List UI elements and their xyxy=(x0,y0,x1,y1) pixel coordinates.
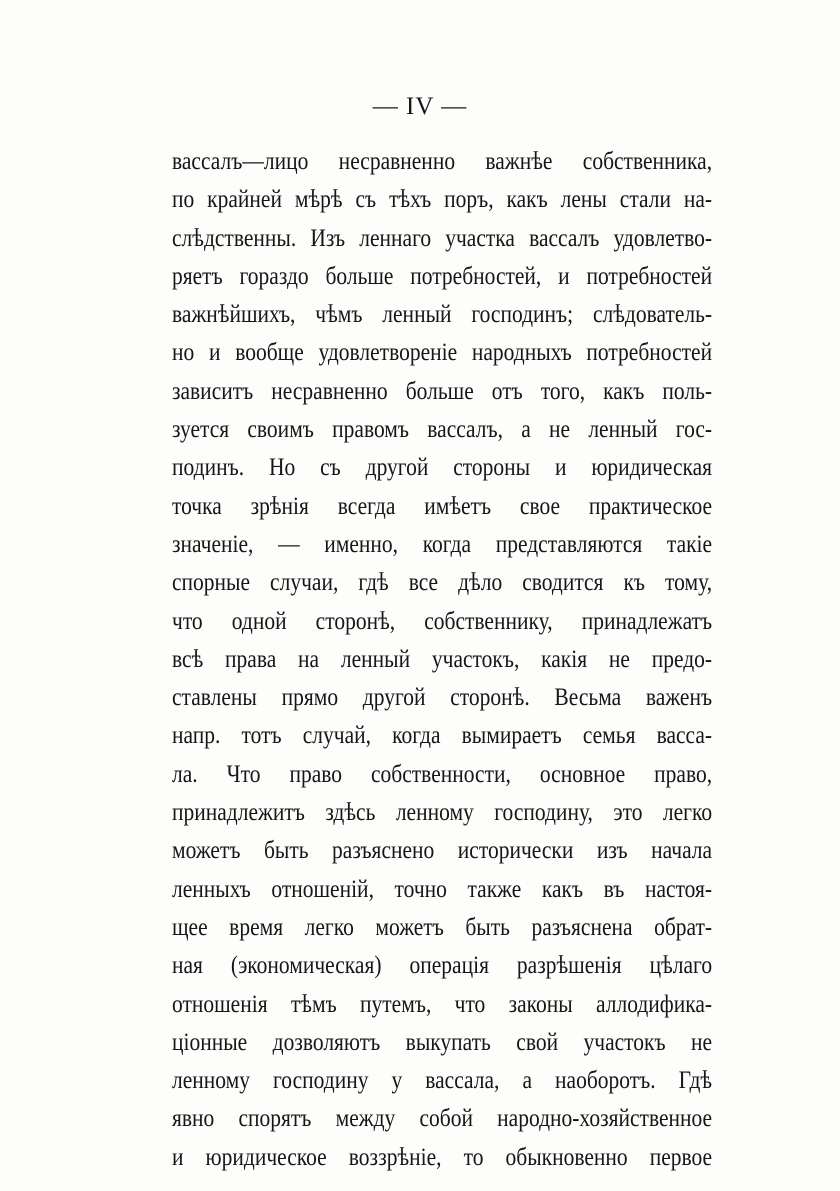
text-line: спорные случаи, гдѣ все дѣло сводится къ тому, xyxy=(172,569,713,597)
text-line: и юридическое воззрѣнiе, то обыкновенно первое xyxy=(172,1143,713,1171)
text-line: по крайней мѣрѣ съ тѣхъ поръ, какъ лены стали на- xyxy=(172,186,713,214)
text-line: вассалъ—лицо несравненно важнѣе собственника, xyxy=(172,148,713,175)
text-line: подинъ. Но съ другой стороны и юридическая xyxy=(172,454,713,482)
text-line: ленному господину у вассала, а наоборотъ. Гдѣ xyxy=(172,1067,713,1095)
text-line: зуется своимъ правомъ вассалъ, а не ленный гос- xyxy=(172,416,713,444)
text-line: важнѣйшихъ, чѣмъ ленный господинъ; слѣдователь- xyxy=(172,301,713,329)
body-text xyxy=(172,143,712,1177)
text-line: ставлены прямо другой сторонѣ. Весьма важенъ xyxy=(172,684,713,712)
text-line: можетъ быть разъяснено исторически изъ начала xyxy=(172,837,713,865)
text-line: что одной сторонѣ, собственнику, принадлежатъ xyxy=(172,607,713,635)
text-line: зависитъ несравненно больше отъ того, какъ поль- xyxy=(172,377,713,405)
text-line: принадлежитъ здѣсь ленному господину, это легко xyxy=(172,799,713,827)
text-line: ла. Что право собственности, основное право, xyxy=(172,760,713,788)
text-line: явно спорятъ между собой народно-хозяйственное xyxy=(172,1105,713,1133)
text-line: но и вообще удовлетворенiе народныхъ потребностей xyxy=(172,339,713,367)
text-line: точка зрѣнiя всегда имѣетъ свое практическое xyxy=(172,492,713,520)
text-line: напр. тотъ случай, когда вымираетъ семья васса- xyxy=(172,722,713,750)
text-line: ная (экономическая) операцiя разрѣшенiя цѣлаго xyxy=(172,952,713,980)
text-line: цiонные дозволяютъ выкупать свой участокъ не xyxy=(172,1028,713,1056)
page-number-header: — IV — xyxy=(372,93,468,120)
text-line: значенiе, — именно, когда представляются такiе xyxy=(172,530,713,558)
text-line: всѣ права на ленный участокъ, какiя не предо- xyxy=(172,645,713,673)
text-line: слѣдственны. Изъ леннаго участка вассалъ удовлетво- xyxy=(172,224,713,252)
text-line: щее время легко можетъ быть разъяснена обрат- xyxy=(172,913,713,941)
text-line: ряетъ гораздо больше потребностей, и потребностей xyxy=(172,262,713,290)
text-line: ленныхъ отношенiй, точно также какъ въ настоя- xyxy=(172,875,713,903)
text-line: отношенiя тѣмъ путемъ, что законы аллодифика- xyxy=(172,990,713,1018)
